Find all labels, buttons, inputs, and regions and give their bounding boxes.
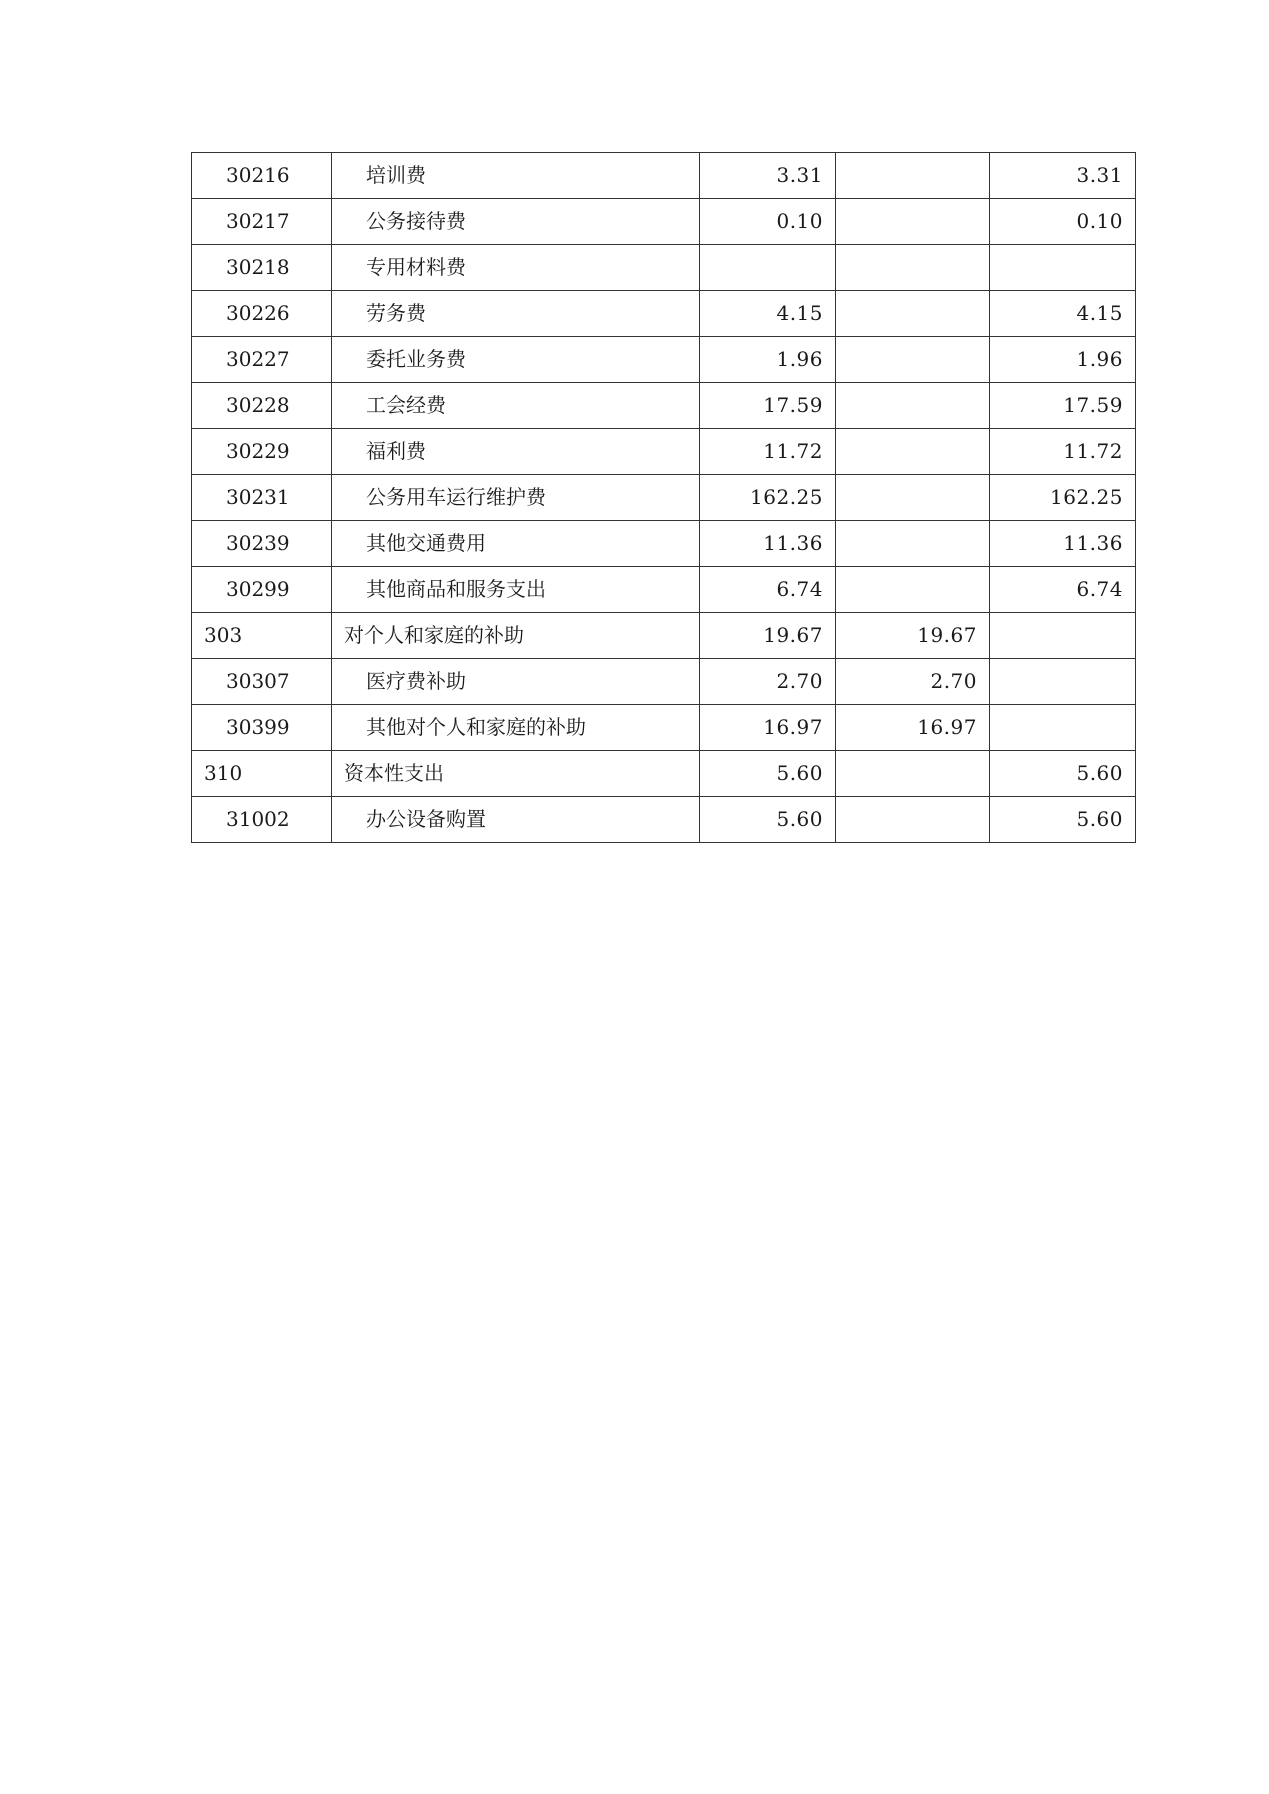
- cell-name: 其他交通费用: [332, 521, 700, 567]
- cell-code: 31002: [192, 797, 332, 843]
- cell-total: 2.70: [700, 659, 836, 705]
- cell-total: 162.25: [700, 475, 836, 521]
- table-row: [192, 337, 1136, 383]
- cell-total: 16.97: [700, 705, 836, 751]
- cell-basic: [836, 291, 990, 337]
- cell-project: 1.96: [990, 337, 1136, 383]
- table-row: [192, 383, 1136, 429]
- cell-project: 5.60: [990, 797, 1136, 843]
- cell-code: 30229: [192, 429, 332, 475]
- cell-basic: 16.97: [836, 705, 990, 751]
- cell-project: 6.74: [990, 567, 1136, 613]
- cell-total: 4.15: [700, 291, 836, 337]
- cell-code: 310: [192, 751, 332, 797]
- cell-name: 工会经费: [332, 383, 700, 429]
- cell-total: 11.72: [700, 429, 836, 475]
- cell-name: 公务用车运行维护费: [332, 475, 700, 521]
- table-row: [192, 613, 1136, 659]
- table-row: [192, 291, 1136, 337]
- cell-basic: [836, 751, 990, 797]
- budget-expenditure-table: [191, 152, 1136, 843]
- table-row: [192, 659, 1136, 705]
- cell-basic: [836, 337, 990, 383]
- table-row: [192, 705, 1136, 751]
- cell-name: 专用材料费: [332, 245, 700, 291]
- cell-name: 劳务费: [332, 291, 700, 337]
- cell-project: [990, 705, 1136, 751]
- cell-code: 30239: [192, 521, 332, 567]
- table-row: [192, 567, 1136, 613]
- table-body: [192, 153, 1136, 843]
- cell-code: 30299: [192, 567, 332, 613]
- cell-code: 30307: [192, 659, 332, 705]
- table-row: [192, 245, 1136, 291]
- cell-total: 0.10: [700, 199, 836, 245]
- table-row: [192, 153, 1136, 199]
- cell-total: 17.59: [700, 383, 836, 429]
- table-row: [192, 521, 1136, 567]
- cell-project: 5.60: [990, 751, 1136, 797]
- cell-name: 资本性支出: [332, 751, 700, 797]
- cell-code: 30399: [192, 705, 332, 751]
- cell-project: 162.25: [990, 475, 1136, 521]
- cell-basic: [836, 429, 990, 475]
- cell-total: 1.96: [700, 337, 836, 383]
- cell-project: 4.15: [990, 291, 1136, 337]
- cell-project: [990, 245, 1136, 291]
- table-row: [192, 199, 1136, 245]
- cell-code: 30226: [192, 291, 332, 337]
- cell-total: 5.60: [700, 751, 836, 797]
- cell-total: 3.31: [700, 153, 836, 199]
- cell-project: [990, 613, 1136, 659]
- cell-code: 30216: [192, 153, 332, 199]
- cell-name: 其他对个人和家庭的补助: [332, 705, 700, 751]
- cell-code: 30217: [192, 199, 332, 245]
- cell-name: 公务接待费: [332, 199, 700, 245]
- cell-project: [990, 659, 1136, 705]
- cell-basic: [836, 153, 990, 199]
- cell-total: 19.67: [700, 613, 836, 659]
- table-row: [192, 429, 1136, 475]
- cell-project: 17.59: [990, 383, 1136, 429]
- cell-total: 11.36: [700, 521, 836, 567]
- cell-basic: 2.70: [836, 659, 990, 705]
- cell-total: [700, 245, 836, 291]
- cell-name: 委托业务费: [332, 337, 700, 383]
- cell-basic: [836, 245, 990, 291]
- table-row: [192, 751, 1136, 797]
- cell-total: 5.60: [700, 797, 836, 843]
- cell-name: 福利费: [332, 429, 700, 475]
- cell-project: 0.10: [990, 199, 1136, 245]
- cell-basic: [836, 567, 990, 613]
- table-row: [192, 475, 1136, 521]
- cell-project: 11.72: [990, 429, 1136, 475]
- cell-project: 3.31: [990, 153, 1136, 199]
- cell-basic: [836, 383, 990, 429]
- cell-name: 其他商品和服务支出: [332, 567, 700, 613]
- cell-basic: [836, 797, 990, 843]
- table-row: [192, 797, 1136, 843]
- cell-name: 对个人和家庭的补助: [332, 613, 700, 659]
- cell-basic: [836, 521, 990, 567]
- cell-code: 30227: [192, 337, 332, 383]
- cell-name: 办公设备购置: [332, 797, 700, 843]
- cell-total: 6.74: [700, 567, 836, 613]
- cell-basic: [836, 199, 990, 245]
- cell-name: 培训费: [332, 153, 700, 199]
- cell-code: 30228: [192, 383, 332, 429]
- cell-basic: [836, 475, 990, 521]
- cell-name: 医疗费补助: [332, 659, 700, 705]
- cell-code: 30218: [192, 245, 332, 291]
- cell-code: 303: [192, 613, 332, 659]
- cell-basic: 19.67: [836, 613, 990, 659]
- cell-project: 11.36: [990, 521, 1136, 567]
- cell-code: 30231: [192, 475, 332, 521]
